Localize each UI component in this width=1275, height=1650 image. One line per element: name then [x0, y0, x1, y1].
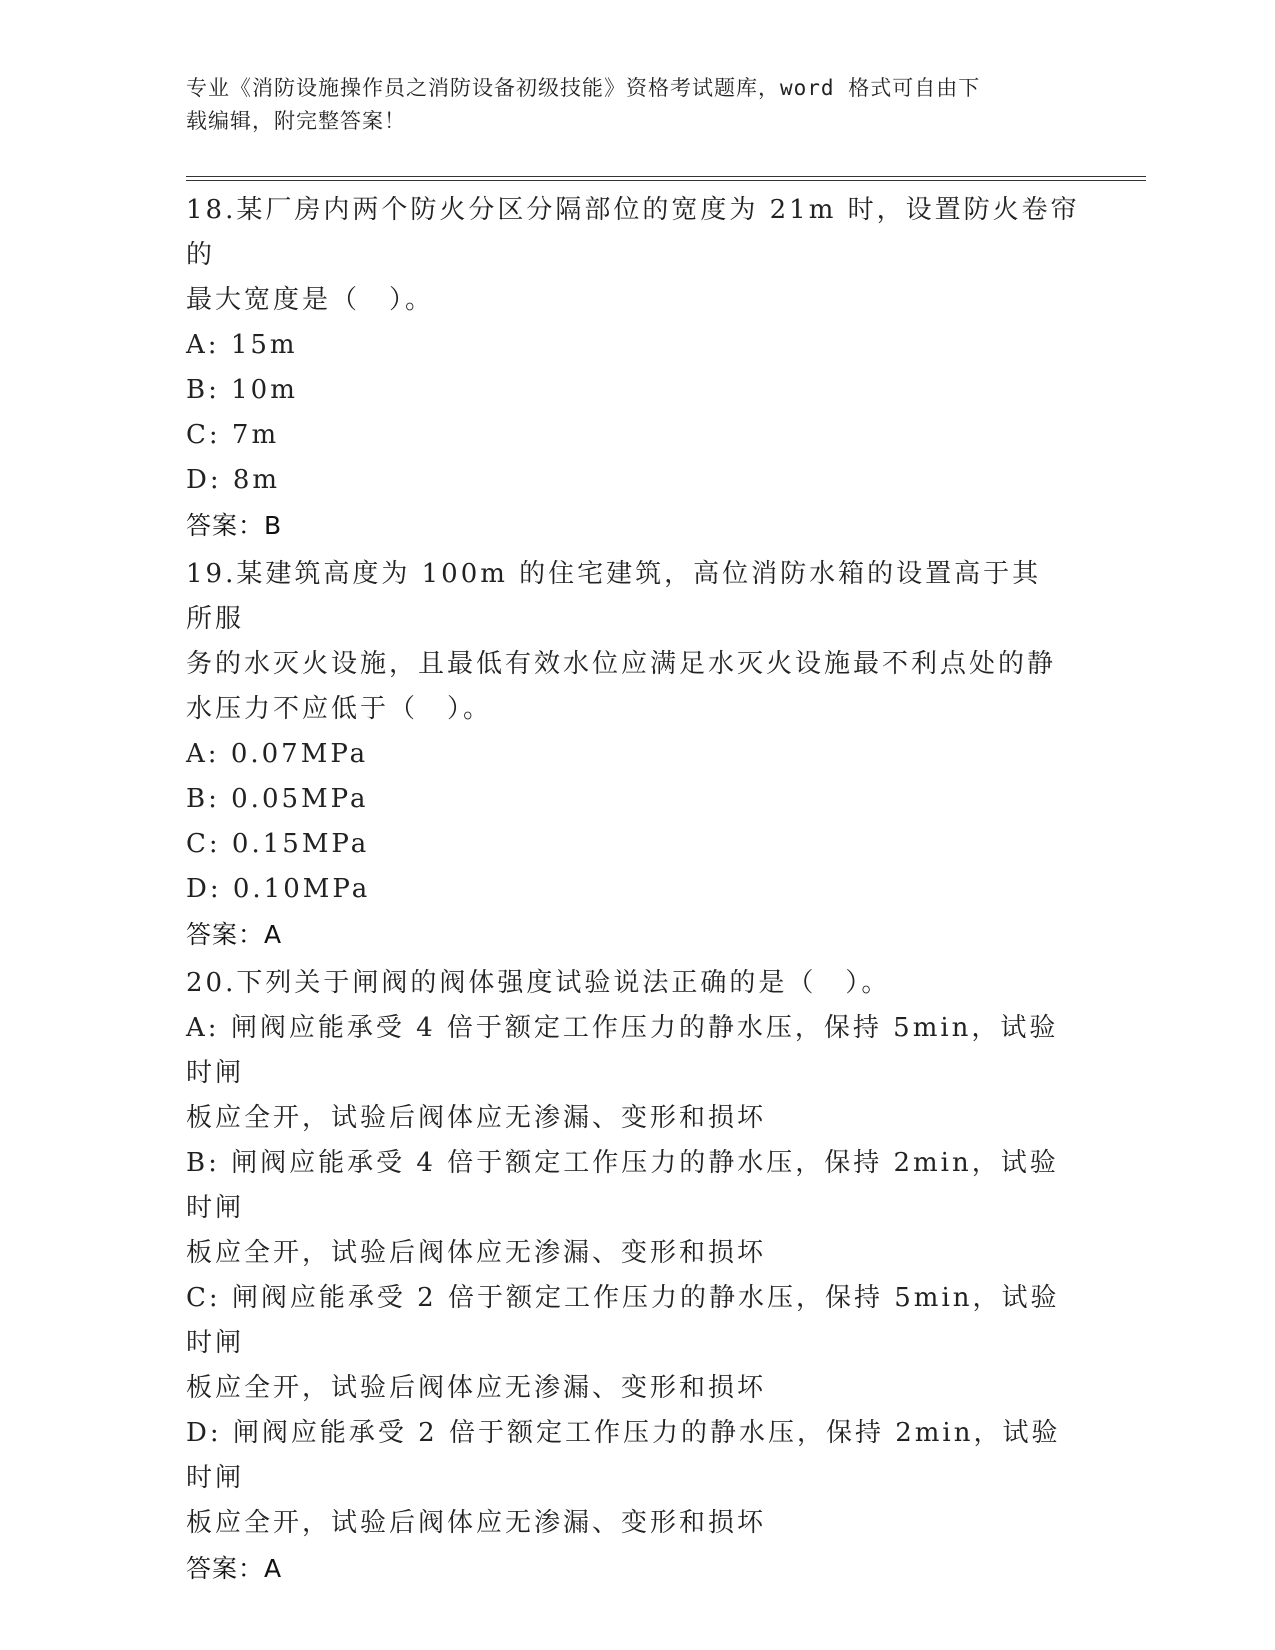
question-text-line: 20.下列关于闸阀的阀体强度试验说法正确的是（ ）。 — [186, 968, 891, 998]
header-line-2: 载编辑，附完整答案！ — [186, 109, 406, 133]
option-a — [186, 323, 1086, 368]
option-a — [186, 1006, 1086, 1141]
header-divider-top — [186, 176, 1146, 177]
option-text: 0.05MPa — [231, 784, 369, 814]
option-b — [186, 1141, 1086, 1276]
document-header — [186, 72, 1066, 138]
option-a — [186, 732, 1066, 777]
option-d — [186, 867, 1066, 912]
option-label: A: — [186, 739, 220, 769]
option-d — [186, 458, 1086, 503]
option-label: D: — [186, 874, 222, 904]
option-label: A: — [186, 1013, 220, 1043]
question-text-line: 水压力不应低于（ ）。 — [186, 694, 493, 724]
question-text-line: 务的水灭火设施，且最低有效水位应满足水灭火设施最不利点处的静 — [186, 649, 1057, 679]
option-text-line: 板应全开，试验后阀体应无渗漏、变形和损坏 — [186, 1238, 767, 1268]
option-label: B: — [186, 375, 220, 405]
option-label: D: — [186, 465, 222, 495]
question-19 — [186, 552, 1066, 957]
question-text-line: 19.某建筑高度为 100m 的住宅建筑，高位消防水箱的设置高于其所服 — [186, 559, 1042, 634]
option-d — [186, 1411, 1086, 1546]
option-c — [186, 413, 1086, 458]
option-text-line: 板应全开，试验后阀体应无渗漏、变形和损坏 — [186, 1103, 767, 1133]
answer-line: 答案：A — [186, 1554, 283, 1583]
option-label: C: — [186, 1283, 221, 1313]
option-label: D: — [186, 1418, 222, 1448]
option-text-line: 板应全开，试验后阀体应无渗漏、变形和损坏 — [186, 1373, 767, 1403]
option-text: 15m — [230, 330, 298, 360]
question-text-line: 最大宽度是（ ）。 — [186, 285, 435, 315]
question-18 — [186, 188, 1086, 548]
option-text: 0.15MPa — [231, 829, 370, 859]
question-20 — [186, 961, 1086, 1591]
header-divider-bottom — [186, 180, 1146, 181]
answer-line: 答案：A — [186, 920, 283, 949]
option-text-line: 闸阀应能承受 2 倍于额定工作压力的静水压，保持 5min，试验时闸 — [186, 1283, 1060, 1358]
option-label: B: — [186, 1148, 220, 1178]
option-text-line: 板应全开，试验后阀体应无渗漏、变形和损坏 — [186, 1508, 767, 1538]
option-text: 8m — [232, 465, 281, 495]
answer-line: 答案：B — [186, 511, 283, 540]
option-text: 0.10MPa — [232, 874, 371, 904]
option-label: C: — [186, 829, 221, 859]
header-line-1: 专业《消防设施操作员之消防设备初级技能》资格考试题库，word 格式可自由下 — [186, 76, 981, 100]
option-text-line: 闸阀应能承受 4 倍于额定工作压力的静水压，保持 2min，试验时闸 — [186, 1148, 1059, 1223]
option-label: B: — [186, 784, 220, 814]
option-text: 7m — [231, 420, 280, 450]
option-label: C: — [186, 420, 221, 450]
option-b — [186, 777, 1066, 822]
option-text: 10m — [231, 375, 298, 405]
option-label: A: — [186, 330, 220, 360]
option-c — [186, 822, 1066, 867]
option-c — [186, 1276, 1086, 1411]
option-text-line: 闸阀应能承受 2 倍于额定工作压力的静水压，保持 2min，试验时闸 — [186, 1418, 1061, 1493]
option-text-line: 闸阀应能承受 4 倍于额定工作压力的静水压，保持 5min，试验时闸 — [186, 1013, 1059, 1088]
question-text-line: 18.某厂房内两个防火分区分隔部位的宽度为 21m 时，设置防火卷帘的 — [186, 195, 1080, 270]
option-text: 0.07MPa — [230, 739, 369, 769]
option-b — [186, 368, 1086, 413]
